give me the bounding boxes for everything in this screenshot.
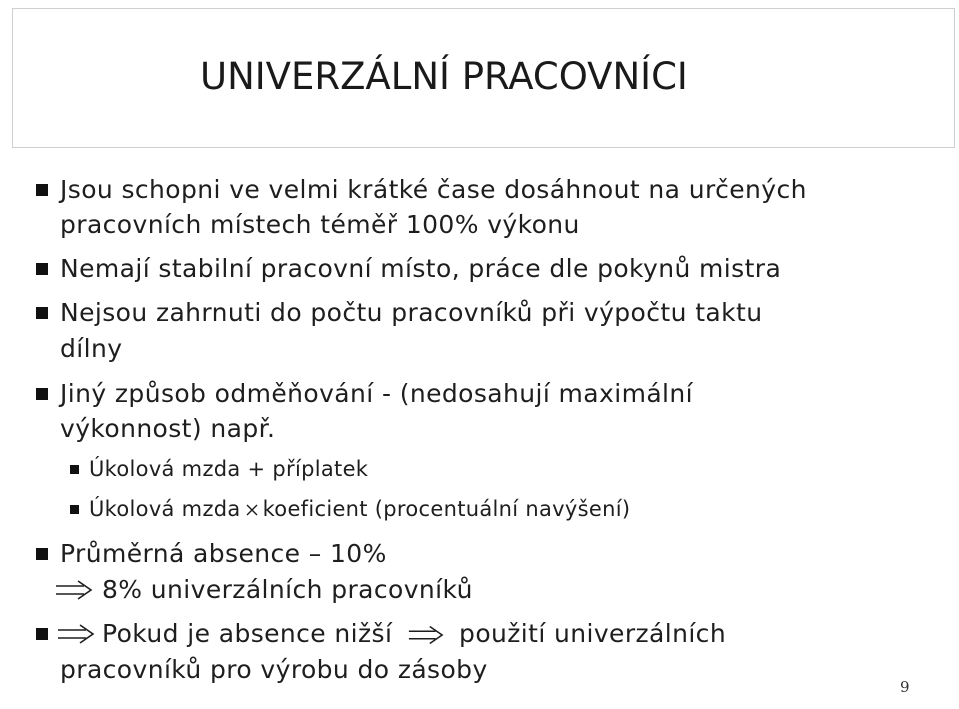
page-number: 9 <box>900 678 910 696</box>
bullet-6-left: Pokud je absence nižší <box>102 619 393 648</box>
bullet-5-arrow-text: 8% univerzálních pracovníků <box>102 575 473 604</box>
page-title: UNIVERZÁLNÍ PRACOVNÍCI <box>200 55 688 98</box>
times-icon <box>245 503 259 517</box>
bullet-1-line-2: pracovních místech téměř 100% výkonu <box>60 210 580 239</box>
bullet-4-line-1: Jiný způsob odměňování - (nedosahují maximální <box>60 379 693 408</box>
bullet-2: Nemají stabilní pracovní místo, práce dle pokynů mistra <box>60 254 782 283</box>
bullet-1-line-1: Jsou schopni ve velmi krátké čase dosáhnout na určených <box>60 175 807 204</box>
square-bullet-icon <box>70 505 79 514</box>
square-bullet-icon <box>36 388 48 400</box>
square-bullet-icon <box>36 184 48 196</box>
bullet-3-line-2: dílny <box>60 334 123 363</box>
bullet-3-line-1: Nejsou zahrnuti do počtu pracovníků při výpočtu taktu <box>60 298 763 327</box>
sub-bullet-2 <box>89 496 630 522</box>
bullet-6-line-1 <box>102 619 726 649</box>
square-bullet-icon <box>36 307 48 319</box>
sub-bullet-2-right: koeficient (procentuální navýšení) <box>262 497 631 521</box>
implies-arrow-icon <box>407 625 445 645</box>
square-bullet-icon <box>36 263 48 275</box>
square-bullet-icon <box>36 628 48 640</box>
bullet-6-line-2: pracovníků pro výrobu do zásoby <box>60 655 488 684</box>
square-bullet-icon <box>70 465 79 474</box>
bullet-4-line-2: výkonnost) např. <box>60 414 276 443</box>
square-bullet-icon <box>36 548 48 560</box>
bullet-5: Průměrná absence – 10% <box>60 539 387 568</box>
implies-arrow-icon <box>56 624 96 644</box>
implies-arrow-icon <box>54 580 94 600</box>
sub-bullet-2-left: Úkolová mzda <box>89 497 241 521</box>
bullet-6-right: použití univerzálních <box>459 619 727 648</box>
sub-bullet-1: Úkolová mzda + příplatek <box>89 457 369 481</box>
